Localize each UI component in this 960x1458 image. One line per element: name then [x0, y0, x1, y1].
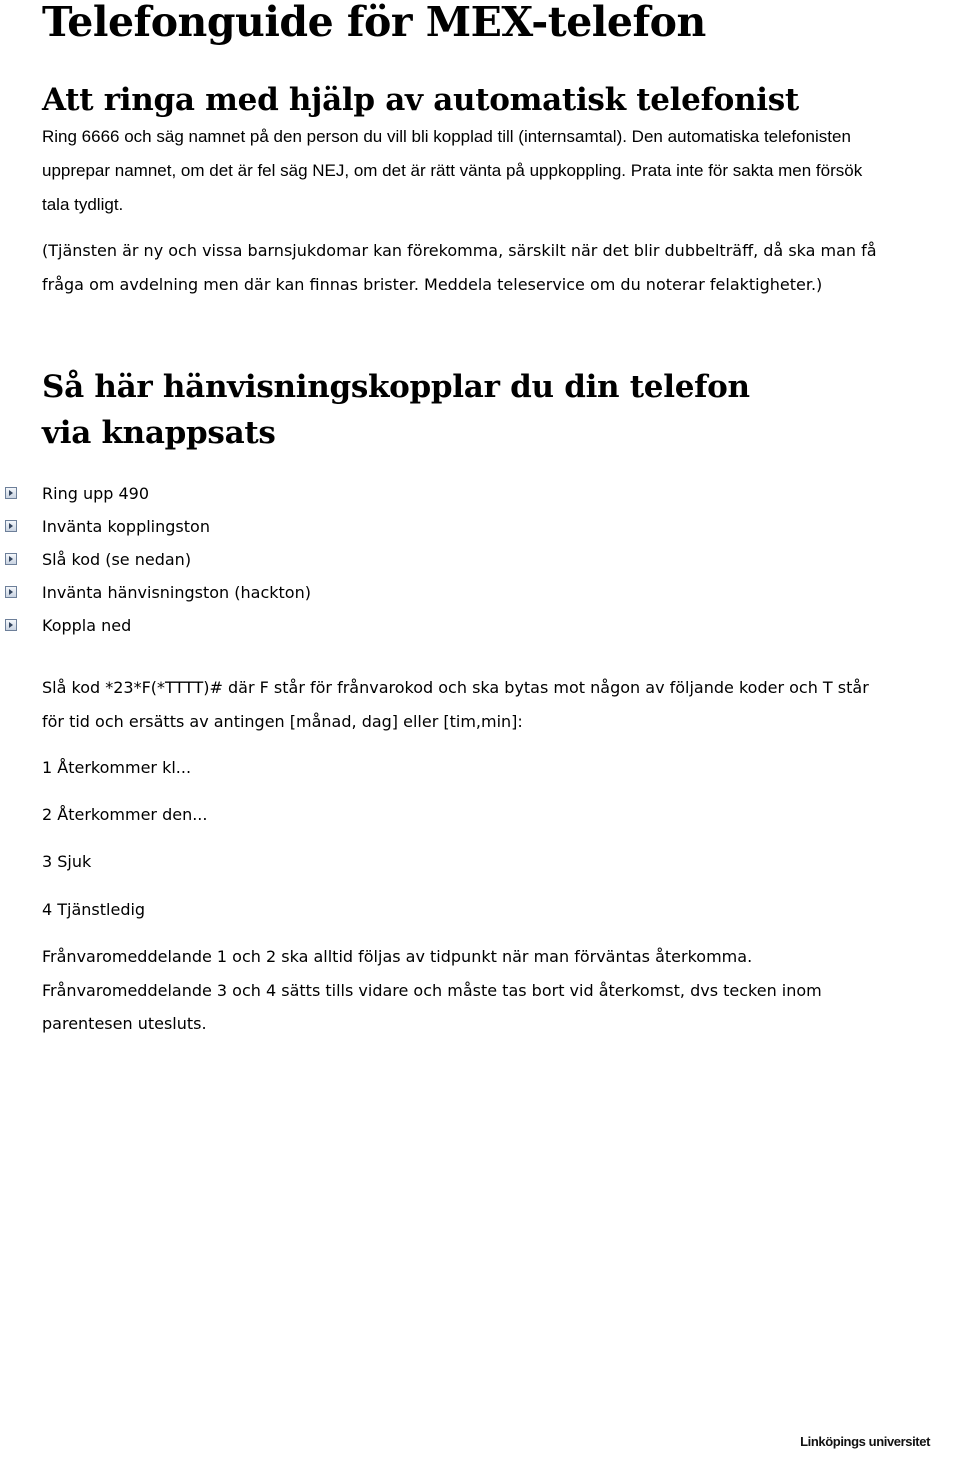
arrow-bullet-icon — [5, 586, 17, 598]
absence-code-item: 1 Återkommer kl... — [42, 758, 192, 777]
step-text: Ring upp 490 — [42, 484, 150, 503]
intro-paragraph: Ring 6666 och säg namnet på den person du vill bli kopplad till (internsamtal). Den automatiska telefonisten upprepar namnet, om det är fel säg NEJ, om det är rätt vänta på uppkoppling. Prata inte för sakta men försök tala tydligt. — [42, 127, 863, 214]
code-instructions-paragraph: Slå kod *23*F(*TTTT)# där F står för frånvarokod och ska bytas mot någon av följande koder och T står för tid och ersätts av antingen [månad, dag] eller [tim,min]: — [42, 678, 869, 731]
step-text: Koppla ned — [42, 616, 132, 635]
arrow-bullet-icon — [5, 520, 17, 532]
absence-note-paragraph: Frånvaromeddelande 1 och 2 ska alltid följas av tidpunkt när man förväntas återkomma. Frånvaromeddelande 3 och 4 sätts tills vidare och måste tas bort vid återkomst, dvs tecken inom parentesen utesluts. — [42, 947, 822, 1033]
section-heading-automatic-operator: Att ringa med hjälp av automatisk telefonist — [42, 82, 799, 118]
absence-code-item: 3 Sjuk — [42, 852, 92, 871]
step-text: Slå kod (se nedan) — [42, 550, 192, 569]
absence-code-item: 2 Återkommer den... — [42, 805, 208, 824]
arrow-bullet-icon — [5, 487, 17, 499]
document-title: Telefonguide för MEX-telefon — [42, 0, 706, 46]
arrow-bullet-icon — [5, 619, 17, 631]
arrow-bullet-icon — [5, 553, 17, 565]
absence-code-item: 4 Tjänstledig — [42, 900, 146, 919]
step-text: Invänta kopplingston — [42, 517, 210, 536]
section-heading-call-forwarding: Så här hänvisningskopplar du din telefon via knappsats — [42, 369, 750, 451]
university-logo: Linköpings universitet — [800, 1434, 930, 1449]
step-text: Invänta hänvisningston (hackton) — [42, 583, 311, 602]
note-paragraph: (Tjänsten är ny och vissa barnsjukdomar kan förekomma, särskilt när det blir dubbelträff, då ska man få fråga om avdelning men där kan finnas brister. Meddela teleservice om du noterar felaktigheter.) — [42, 241, 877, 294]
